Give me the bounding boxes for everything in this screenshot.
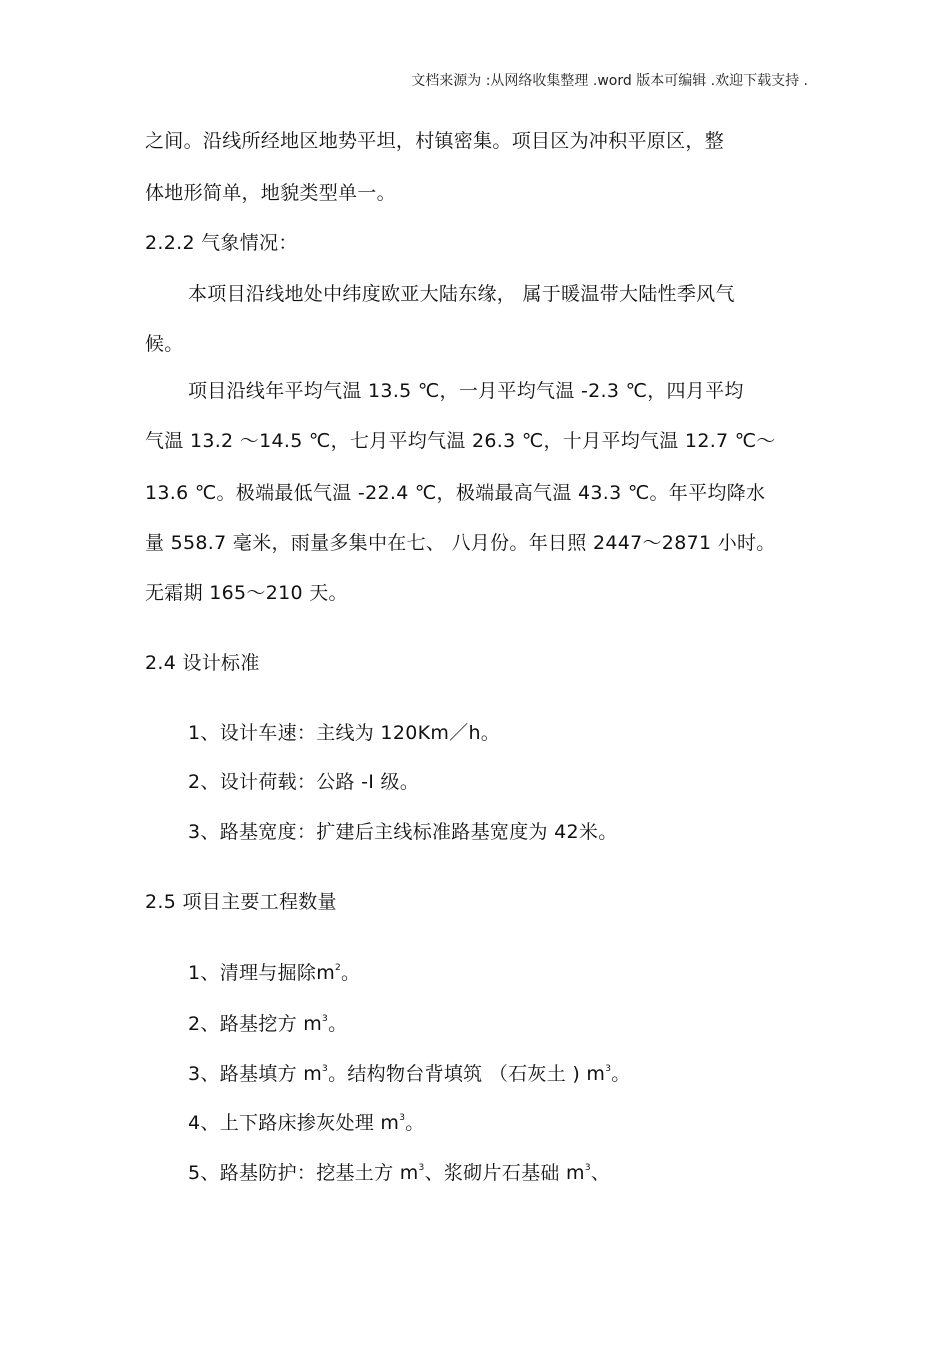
item-text: 2、路基挖方 m <box>188 1013 323 1035</box>
superscript: 2 <box>335 963 342 973</box>
body-line: 13.6 ℃。极端最低气温 -22.4 ℃，极端最高气温 43.3 ℃。年平均降水 <box>145 482 766 504</box>
item-text: 1、清理与掘除m <box>188 962 335 984</box>
body-line: 体地形简单，地貌类型单一。 <box>145 182 396 204</box>
list-item: 2、设计荷载：公路 -I 级。 <box>188 771 420 793</box>
list-item: 1、设计车速：主线为 120Km／h。 <box>188 722 501 744</box>
item-text: 、浆砌片石基础 m <box>424 1162 585 1184</box>
body-line: 之间。沿线所经地区地势平坦，村镇密集。项目区为冲积平原区，整 <box>145 130 725 152</box>
superscript: 3 <box>605 1064 612 1074</box>
item-text: 。 <box>341 962 361 984</box>
body-line: 气温 13.2 ～14.5 ℃，七月平均气温 26.3 ℃，十月平均气温 12.7 ℃～ <box>145 430 776 452</box>
list-item <box>188 960 360 986</box>
body-line: 量 558.7 毫米，雨量多集中在七、 八月份。年日照 2447～2871 小时。 <box>145 532 776 554</box>
list-item: 3、路基宽度：扩建后主线标准路基宽度为 42米。 <box>188 821 618 843</box>
body-line: 候。 <box>145 333 184 355</box>
list-item <box>188 1110 425 1136</box>
list-item <box>188 1011 347 1037</box>
item-text: 3、路基填方 m <box>188 1063 323 1085</box>
item-text: 4、上下路床掺灰处理 m <box>188 1112 400 1134</box>
list-item <box>188 1061 631 1087</box>
section-heading: 2.5 项目主要工程数量 <box>145 891 337 913</box>
superscript: 3 <box>322 1014 329 1024</box>
body-line: 项目沿线年平均气温 13.5 ℃，一月平均气温 -2.3 ℃，四月平均 <box>188 380 744 402</box>
superscript: 3 <box>399 1113 406 1123</box>
section-heading: 2.2.2 气象情况： <box>145 232 298 254</box>
item-text: 。 <box>611 1063 631 1085</box>
item-text: 。 <box>328 1013 348 1035</box>
item-text: 5、路基防护：挖基土方 m <box>188 1162 419 1184</box>
item-text: 。 <box>405 1112 425 1134</box>
list-item <box>188 1160 610 1186</box>
item-text: 、 <box>590 1162 611 1184</box>
body-line: 无霜期 165～210 天。 <box>145 582 348 604</box>
page-header: 文档来源为 :从网络收集整理 .word 版本可编辑 .欢迎下载支持 . <box>411 73 808 89</box>
item-text: 。结构物台背填筑 （石灰土 ) m <box>328 1063 606 1085</box>
section-heading: 2.4 设计标准 <box>145 652 260 674</box>
superscript: 3 <box>322 1064 329 1074</box>
superscript: 3 <box>584 1163 591 1173</box>
body-line: 本项目沿线地处中纬度欧亚大陆东缘， 属于暖温带大陆性季风气 <box>188 283 735 305</box>
superscript: 3 <box>418 1163 425 1173</box>
